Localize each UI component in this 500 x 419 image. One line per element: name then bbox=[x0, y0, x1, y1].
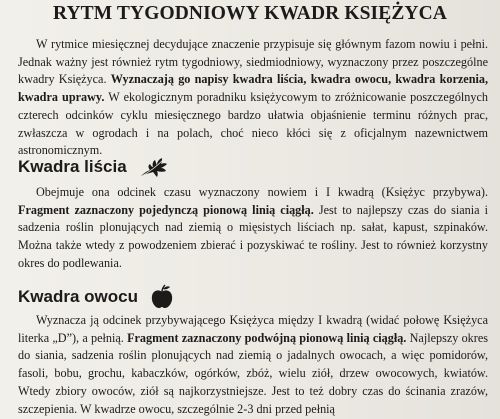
intro-bold-text: Wyznaczają go napisy kwadra liścia, kwadra owocu, kwadra korzenia, kwadra uprawy. bbox=[18, 72, 488, 105]
fruit-text-1: Wyznacza ją odcinek przybywającego Księżyca między I kwadrą (widać połowę Księżyca literka „D”), a pełnią. bbox=[18, 313, 488, 345]
leaf-quarter-paragraph bbox=[18, 184, 488, 273]
leaf-text-2: Jest to najlepszy czas do siania i sadzenia roślin plonujących nad ziemią o mięsistych liściach np. sałat, kapust, szpinaków. Można także wtedy z powodzeniem zbierać i pozyskiwać te rośliny. Jest to również korzystny okres do podlewania. bbox=[18, 202, 488, 270]
apple-icon bbox=[150, 284, 174, 310]
leaf-heading-text: Kwadra liścia bbox=[18, 157, 127, 176]
fruit-quarter-heading bbox=[18, 284, 174, 310]
intro-text-2: W ekologicznym poradniku księżycowym to zróżnicowanie poszczególnych czterech odcinków cyklu miesięcznego bardzo ułatwia objaśnienie terminu różnych prac, zwłaszcza w ogrodach i na polach, choć nieco kłóci się z oficjalnym nazewnictwem astronomicznym. bbox=[18, 90, 488, 158]
intro-paragraph bbox=[18, 36, 488, 160]
leaf-bold-text: Fragment zaznaczony pojedynczą pionową linią ciągłą. bbox=[18, 202, 314, 217]
fruit-quarter-paragraph bbox=[18, 312, 488, 418]
intro-text-1: W rytmice miesięcznej decydujące znaczenie przypisuje się głównym fazom nowiu i pełni. Jednak ważny jest również rytm tygodniowy, siedmiodniowy, wyznaczony przez poszczególne kwadry Księżyca. bbox=[18, 37, 488, 87]
leaf-quarter-heading bbox=[18, 155, 169, 179]
leaf-text-1: Obejmuje ona odcinek czasu wyznaczony nowiem i I kwadrą (Księżyc przybywa). bbox=[36, 185, 488, 199]
fruit-bold-text: Fragment zaznaczony podwójną pionową linią ciągłą. bbox=[127, 330, 407, 345]
leaf-icon bbox=[139, 155, 169, 179]
fruit-text-2: Najlepszy okres do siania, sadzenia roślin plonujących nad ziemią o jadalnych owocach, a więc pomidorów, fasoli, bobu, grochu, kabaczków, ogórków, zbóż, wielu ziół, drzew owocowych, kwiatów. Wtedy zbiory owoców, ziół są najkorzystniejsze. Jest to też dobry czas do ścinania zrazów, szczepienia. W kwadrze owocu, szczególnie 2-3 dni przed pełnią bbox=[18, 330, 488, 416]
page-title: RYTM TYGODNIOWY KWADR KSIĘŻYCA bbox=[53, 3, 447, 24]
fruit-heading-text: Kwadra owocu bbox=[18, 287, 138, 306]
